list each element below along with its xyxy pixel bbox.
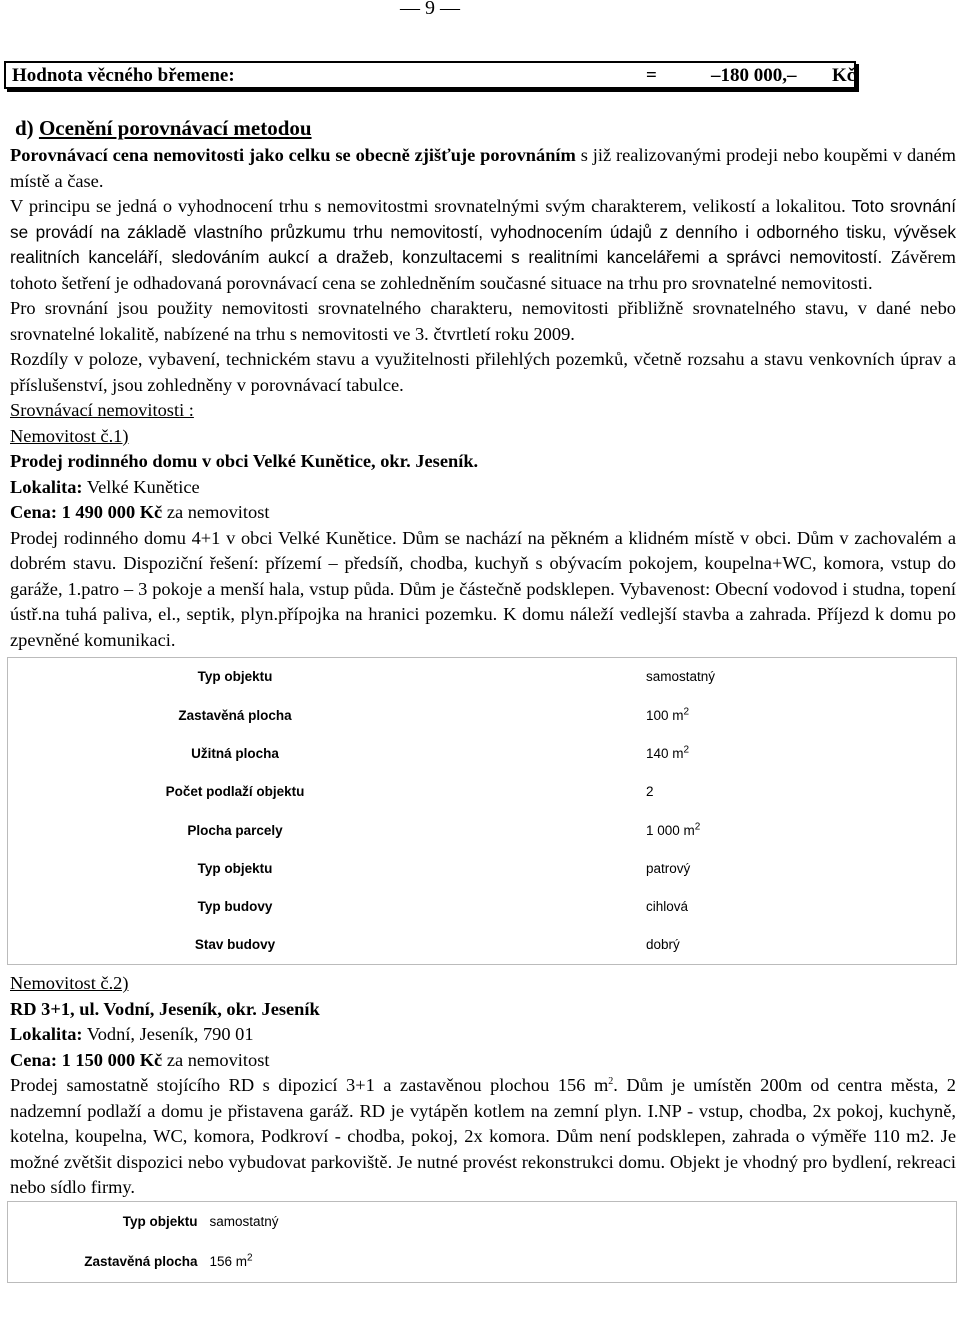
compare-heading: Srovnávací nemovitosti : xyxy=(10,400,194,420)
intro-text: s již realizovanými prodeji nebo koupěmi v daném místě a čase. xyxy=(10,145,956,191)
section-letter: d) xyxy=(15,116,34,140)
table-value: samostatný xyxy=(209,1214,279,1230)
price-label: Cena: 1 150 000 Kč xyxy=(10,1049,163,1070)
equals-sign: = xyxy=(646,65,657,86)
easement-value-label: Hodnota věcného břemene: xyxy=(12,65,235,86)
property1-heading: Nemovitost č.1) xyxy=(10,425,129,446)
table-row xyxy=(8,658,957,697)
property1-price xyxy=(10,500,956,526)
price-suffix: za nemovitost xyxy=(162,1049,270,1070)
property2-table xyxy=(7,1201,957,1283)
table-value: 2 xyxy=(646,784,654,800)
easement-value-amount: –180 000,– xyxy=(711,65,797,86)
section-heading xyxy=(15,114,956,142)
page-number: — 9 — xyxy=(400,0,460,19)
table-value: 156 $m^2$ xyxy=(209,1252,253,1270)
table-value: 100 $m^2$ xyxy=(646,706,690,723)
property2-heading: Nemovitost č.2) xyxy=(10,973,129,994)
table-row xyxy=(8,888,957,926)
table-key: Užitná plocha xyxy=(191,745,279,761)
table-value: 140 $m^2$ xyxy=(646,744,690,761)
table-row xyxy=(8,811,957,849)
intro-paragraph-4: Rozdíly v poloze, vybavení, technickém stavu a využitelnosti přilehlých pozemků, včetně rozsahu a stavu venkovních úprav a příslušenství, jsou zohledněny v porovnávací tabulce. xyxy=(10,349,956,395)
price-label: Cena: 1 490 000 Kč xyxy=(10,502,163,522)
document-body xyxy=(10,114,956,1289)
property2-price xyxy=(10,1048,956,1074)
table-value: samostatný xyxy=(646,669,716,685)
table-key: Zastavěná plocha xyxy=(84,1254,198,1270)
locality-label: Lokalita: xyxy=(10,476,83,497)
property1-description: Prodej rodinného domu 4+1 v obci Velké Kunětice. Dům se nachází na pěkném a klidném místě v obci. Dům v zachovalém a dobrém stavu. Dispoziční řešení: přízemí – předsíň, chodba, kuchyň s obývacím pokojem, koupelna+WC, komora, vstup do garáže, 1.patro – 3 pokoje a menší hala, vstup půda. Dům je částečně podsklepen. Vybavenost: Obecní vodovod i studna, topení ústř.na tuhá paliva, el., septik, plyn.přípojka na hranici pozemku. K domu náleží vedlejší stavba a zahrada. Příjezd k domu po zpevněné komunikaci. xyxy=(10,527,956,650)
table-value: 1 000 $m^2$ xyxy=(646,821,701,838)
intro-paragraph-1 xyxy=(10,143,956,194)
property2-description: Prodej samostatně stojícího RD s dipozicí 3+1 a zastavěnou plochou 156 $m^2$. Dům je umístěn 200m od centra města, 2 nadzemní podlaží a domu je přistavena garáž. RD je vytápěn kotlem na zemní plyn. I.NP - vstup, chodba, 2x pokoj, kuchyně, kotelna, koupelna, WC, komora, Podkroví - chodba, pokoj, 2x komora. Dům není podsklepen, zahrada o výměře 110 m2. Je možné zvětšit dispozici nebo vybudovat parkoviště. Je nutné provést rekonstrukci domu. Objekt je vhodný pro bydlení, rekreaci nebo sídlo firmy. xyxy=(10,1075,956,1198)
table-key: Typ budovy xyxy=(197,899,273,915)
intro-p2-sans: Toto srovnání se provádí na základě vlastního průzkumu trhu nemovitostí, vyhodnocením údajů z denního i odborného tisku, vývěsek realitních kanceláří, sledováním aukcí a dražeb, konzultacemi s realitními kancelářemi a správci nemovitostí. xyxy=(10,196,956,267)
table-value: cihlová xyxy=(646,899,689,915)
property1-locality xyxy=(10,475,956,501)
table-row xyxy=(8,926,957,965)
table-key: Počet podlaží objektu xyxy=(165,784,305,800)
table-key: Typ objektu xyxy=(122,1214,198,1230)
intro-paragraph-3: Pro srovnání jsou použity nemovitosti srovnatelného charakteru, nemovitosti přibližně srovnatelného stavu, v dané nebo srovnatelné lokalitě, nabízené na trhu s nemovitosti ve 3. čtvrtletí roku 2009. xyxy=(10,298,956,344)
property2-title: RD 3+1, ul. Vodní, Jeseník, okr. Jeseník xyxy=(10,998,320,1019)
property1-title: Prodej rodinného domu v obci Velké Kunětice, okr. Jeseník. xyxy=(10,451,479,471)
easement-value-box xyxy=(4,61,856,89)
locality-label: Lokalita: xyxy=(10,1024,83,1045)
table-row xyxy=(8,1242,957,1283)
property2-locality xyxy=(10,1022,956,1048)
intro-p2-start: V principu se jedná o vyhodnocení trhu s nemovitostmi srovnatelnými svým charakterem, velikostí a lokalitou. xyxy=(10,196,852,216)
table-row xyxy=(8,696,957,734)
intro-bold-text: Porovnávací cena nemovitosti jako celku se obecně zjišťuje porovnáním xyxy=(10,145,576,165)
table-key: Typ objektu xyxy=(197,669,273,685)
table-key: Zastavěná plocha xyxy=(178,707,292,723)
table-row xyxy=(8,735,957,773)
table-row xyxy=(8,1201,957,1242)
price-suffix: za nemovitost xyxy=(162,502,270,522)
intro-paragraph-2 xyxy=(10,194,956,296)
table-value: dobrý xyxy=(646,937,680,953)
section-title: Ocenění porovnávací metodou xyxy=(38,116,312,140)
table-row xyxy=(8,849,957,887)
locality-value: Velké Kunětice xyxy=(82,476,200,497)
property1-table xyxy=(7,657,957,965)
table-key: Typ objektu xyxy=(197,860,273,876)
currency: Kč xyxy=(832,65,856,86)
locality-value: Vodní, Jeseník, 790 01 xyxy=(82,1024,254,1045)
table-row xyxy=(8,773,957,811)
table-key: Plocha parcely xyxy=(187,822,283,838)
table-key: Stav budovy xyxy=(194,937,276,953)
table-value: patrový xyxy=(646,860,691,876)
intro-p2-end: Závěrem tohoto šetření je odhadovaná porovnávací cena se zohledněním současné situace na trhu pro srovnatelné nemovitosti. xyxy=(10,247,956,293)
